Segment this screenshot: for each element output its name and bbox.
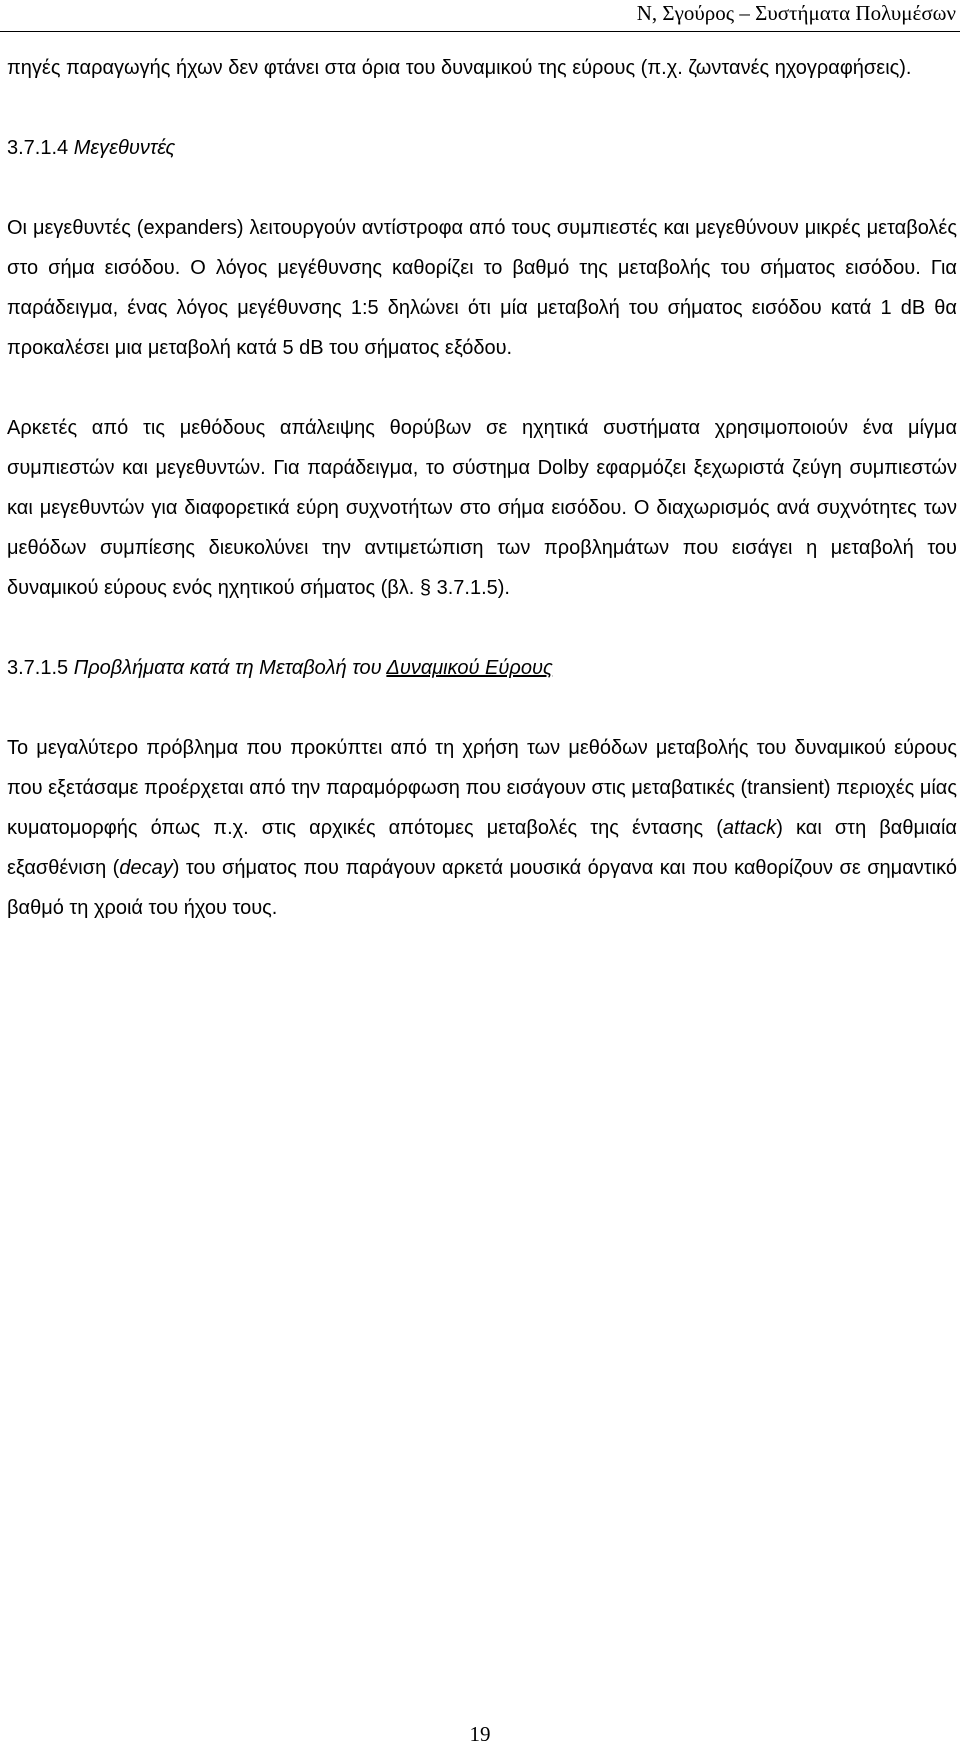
section-title: Μεγεθυντές — [73, 137, 176, 159]
section-heading-expanders — [7, 128, 957, 168]
section-sign: § — [419, 577, 432, 599]
term-attack: attack — [722, 817, 777, 839]
section-heading-problems — [7, 648, 957, 688]
paragraph-text: ) του σήματος που παράγουν αρκετά μουσικά όργανα και που καθορίζουν σε σημαντικό βαθμό τη χροιά του ήχου τους. — [7, 857, 957, 919]
running-header: Ν, Σγούρος – Συστήματα Πολυμέσων — [636, 1, 956, 25]
section-title-text: Προβλήματα κατά τη Μεταβολή του — [73, 657, 387, 679]
section-title-underlined: Δυναμικού Εύρους — [386, 657, 553, 679]
section-number: 3.7.1.5 — [7, 657, 69, 679]
page-number: 19 — [469, 1722, 491, 1746]
section-reference: 3.7.1.5). — [431, 577, 510, 599]
paragraph-expanders: Οι μεγεθυντές (expanders) λειτουργούν αντίστροφα από τους συμπιεστές και μεγεθύνουν μικρές μεταβολές στο σήμα εισόδου. Ο λόγος μεγέθυνσης καθορίζει το βαθμό της μεταβολής του σήματος εισόδου. Για παράδειγμα, ένας λόγος μεγέθυνσης 1:5 δηλώνει ότι μία μεταβολή του σήματος εισόδου κατά 1 dB θα προκαλέσει μια μεταβολή κατά 5 dB του σήματος εξόδου. — [7, 217, 957, 359]
paragraph-continued: πηγές παραγωγής ήχων δεν φτάνει στα όρια του δυναμικού της εύρους (π.χ. ζωντανές ηχογραφήσεις). — [7, 57, 912, 79]
paragraph-text: ) και στη βαθμιαία εξασθένιση ( — [7, 817, 957, 879]
term-decay: decay — [119, 857, 173, 879]
paragraph-problems — [7, 728, 957, 928]
paragraph-text: Το μεγαλύτερο πρόβλημα που προκύπτει από τη χρήση των μεθόδων μεταβολής του δυναμικού εύρους που εξετάσαμε προέρχεται από την παραμόρφωση που εισάγουν στις μεταβατικές (transient) περιοχές μίας κυματομορφής όπως π.χ. στις αρχικές απότομες μεταβολές της έντασης ( — [7, 737, 957, 839]
paragraph-dolby — [7, 408, 957, 608]
page-body — [7, 48, 957, 968]
paragraph-text: Αρκετές από τις μεθόδους απάλειψης θορύβων σε ηχητικά συστήματα χρησιμοποιούν ένα μίγμα συμπιεστών και μεγεθυντών. Για παράδειγμα, το σύστημα Dolby εφαρμόζει ξεχωριστά ζεύγη συμπιεστών και μεγεθυντών για διαφορετικά εύρη συχνοτήτων στο σήμα εισόδου. Ο διαχωρισμός ανά συχνότητες των μεθόδων συμπίεσης διευκολύνει την αντιμετώπιση των προβλημάτων που εισάγει η μεταβολή του δυναμικού εύρους ενός ηχητικού σήματος (βλ. — [7, 417, 957, 599]
header-divider — [0, 31, 960, 32]
section-number: 3.7.1.4 — [7, 137, 69, 159]
section-title — [74, 657, 553, 679]
